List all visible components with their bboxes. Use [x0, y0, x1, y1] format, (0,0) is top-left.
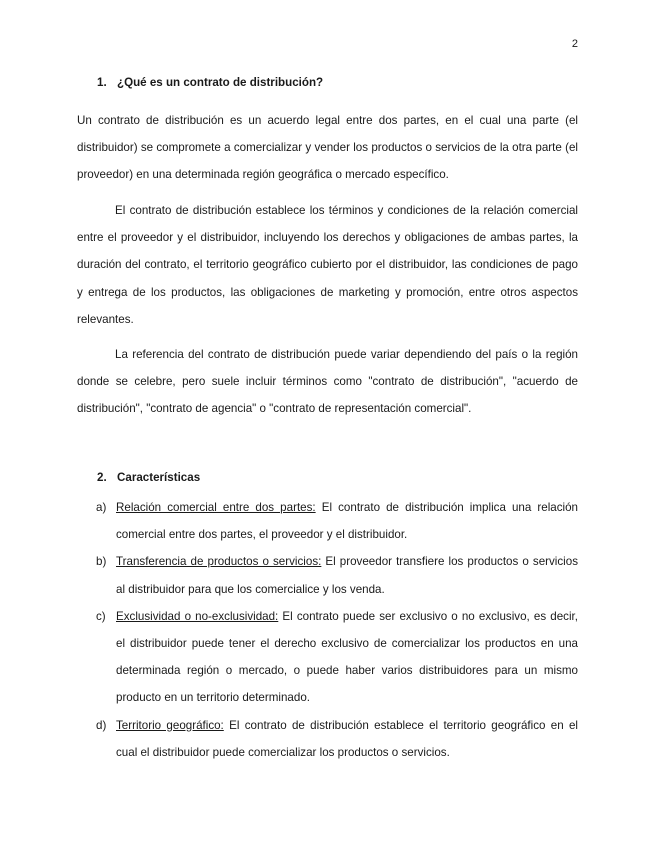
- section-1-paragraph-1: Un contrato de distribución es un acuerdo legal entre dos partes, en el cual una parte (el distribuidor) se compromete a comercializar y vender los productos o servicios de la otra parte (el proveedor) en una determinada región geográfica o mercado específico.: [77, 114, 578, 182]
- list-item-text: El contrato de distribución establece el territorio geográfico en el cual el distribuidor puede comercializar los productos o servicios.: [116, 718, 579, 759]
- list-item-text: El contrato puede ser exclusivo o no exclusivo, es decir, el distribuidor puede tener el derecho exclusivo de comercializar los productos en una determinada región o mercado, o puede haber varios distribuidores para un mismo producto en un territorio determinado.: [116, 609, 578, 705]
- list-item-d: [96, 712, 578, 766]
- page-number: 2: [571, 38, 578, 50]
- section-1-title: ¿Qué es un contrato de distribución?: [117, 76, 324, 89]
- section-2-number: 2.: [97, 471, 107, 484]
- list-item-text: El proveedor transfiere los productos o servicios al distribuidor para que los comercialice y los venda.: [116, 555, 578, 596]
- section-1-paragraph-2: El contrato de distribución establece los términos y condiciones de la relación comercial entre el proveedor y el distribuidor, incluyendo los derechos y obligaciones de ambas partes, la duración del contrato, el territorio geográfico cubierto por el distribuidor, las condiciones de pago y entrega de los productos, las obligaciones de marketing y promoción, entre otros aspectos relevantes.: [77, 204, 578, 326]
- list-marker: d): [96, 718, 107, 732]
- list-item-b: [96, 548, 578, 602]
- list-marker: c): [96, 609, 106, 623]
- section-1-number: 1.: [97, 76, 107, 89]
- section-1-heading: [97, 76, 323, 89]
- list-item-term: Territorio geográfico:: [116, 718, 224, 732]
- section-2-heading: [97, 471, 200, 484]
- list-item-term: Exclusividad o no-exclusividad:: [116, 609, 279, 623]
- list-marker: b): [96, 555, 107, 569]
- characteristics-list: [96, 494, 578, 766]
- list-item-term: Relación comercial entre dos partes:: [116, 501, 316, 514]
- section-2-title: Características: [117, 471, 201, 484]
- section-1-paragraph-3: La referencia del contrato de distribución puede variar dependiendo del país o la región donde se celebre, pero suele incluir términos como "contrato de distribución", "acuerdo de distribución", "contrato de agencia" o "contrato de representación comercial".: [77, 348, 578, 416]
- list-marker: a): [96, 501, 107, 514]
- list-item-c: [96, 603, 578, 712]
- list-item-text: El contrato de distribución implica una relación comercial entre dos partes, el proveedor y el distribuidor.: [116, 501, 579, 542]
- list-item-a: [96, 494, 578, 548]
- list-item-term: Transferencia de productos o servicios:: [116, 555, 322, 569]
